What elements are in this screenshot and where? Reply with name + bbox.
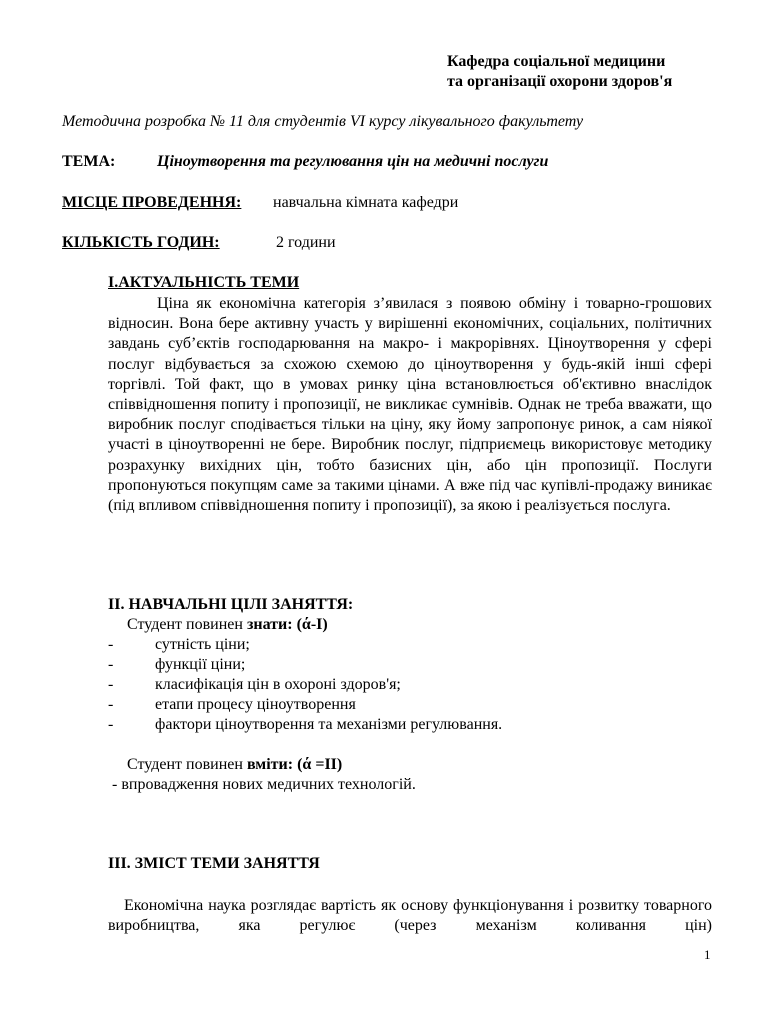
department-name-line2: та організації охорони здоров'я <box>447 73 673 90</box>
list-item-text: етапи процесу ціноутворення <box>155 696 356 713</box>
list-item <box>108 656 245 674</box>
place-label: МІСЦЕ ПРОВЕДЕННЯ: <box>62 194 242 211</box>
section1-heading: І.АКТУАЛЬНІСТЬ ТЕМИ <box>108 274 300 291</box>
dash-marker: - <box>108 656 114 673</box>
hours-label: КІЛЬКІСТЬ ГОДИН: <box>62 234 220 251</box>
topic-value: Ціноутворення та регулювання цін на медичні послуги <box>157 153 549 170</box>
method-subtitle: Методична розробка № 11 для студентів VI курсу лікувального факультету <box>62 113 584 130</box>
list-item <box>108 636 250 654</box>
able-level: (ά =ІІ) <box>297 756 343 773</box>
dash-marker: - <box>108 696 114 713</box>
dash-marker: - <box>108 636 114 653</box>
know-level: (ά-І) <box>296 616 328 633</box>
section1-paragraph: Ціна як економічна категорія з’явилася з появою обміну і товарно-грошових відносин. Вона бере активну участь у вирішенні економічних, соціальних, політичних завдань суб’єктів господарювання на макро- і макрорівнях. Ціноутворення у сфері послуг відбувається за схожою схемою до ціноутворення у будь-якій інші сфері торгівлі. Той факт, що в умовах ринку ціна встановлюється об'єктивно внаслідок співвідношення попиту і пропозиції, не викликає сумнівів. Однак не треба вважати, що виробник послуг сподівається тільки на ціну, яку йому запропонує ринок, а сам ніякої участі в ціноутворенні не бере. Виробник послуг, підприємець використовує методику розрахунку вихідних цін, тобто базисних цін, або цін пропозиції. Послуги пропонуються покупцям саме за такими цінами. А вже під час купівлі-продажу виникає (під впливом співвідношення попиту і пропозиції), за якою і реалізується послуга. <box>108 295 712 515</box>
list-item-text: класифікація цін в охороні здоров'я; <box>155 676 401 693</box>
page-number: 1 <box>704 947 711 962</box>
hours-value: 2 години <box>276 234 336 251</box>
able-line <box>127 756 342 774</box>
list-item <box>108 716 502 734</box>
know-line <box>127 616 328 634</box>
dash-marker: - <box>108 716 114 733</box>
able-label: вміти: <box>246 756 294 773</box>
place-value: навчальна кімната кафедри <box>273 194 459 211</box>
able-prefix: Студент повинен <box>127 756 247 773</box>
section3-heading: ІІІ. ЗМІСТ ТЕМИ ЗАНЯТТЯ <box>108 855 320 872</box>
know-label: знати: <box>246 616 293 633</box>
list-item-text: сутність ціни; <box>155 636 250 653</box>
list-item-text: фактори ціноутворення та механізми регулювання. <box>155 716 503 733</box>
list-item <box>108 696 356 714</box>
able-item: - впровадження нових медичних технологій. <box>112 776 416 793</box>
dash-marker: - <box>108 676 114 693</box>
department-name-line1: Кафедра соціальної медицини <box>447 53 666 70</box>
list-item <box>108 676 401 694</box>
know-prefix: Студент повинен <box>127 616 247 633</box>
topic-label: ТЕМА: <box>62 153 116 170</box>
section2-heading: ІІ. НАВЧАЛЬНІ ЦІЛІ ЗАНЯТТЯ: <box>108 596 354 613</box>
list-item-text: функції ціни; <box>155 656 246 673</box>
section3-paragraph: Економічна наука розглядає вартість як основу функціонування і розвитку товарного виробництва, яка регулює (через механізм коливання цін) <box>108 897 712 935</box>
